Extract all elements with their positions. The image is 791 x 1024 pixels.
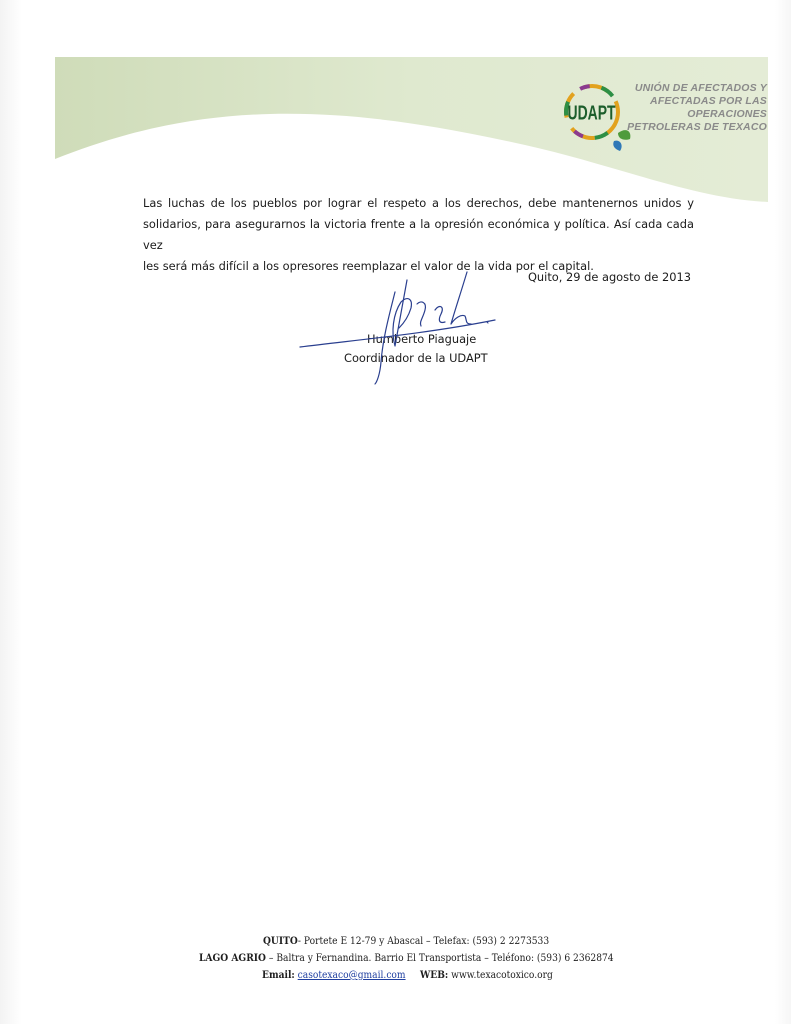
handwritten-signature — [295, 262, 505, 387]
footer-lago-agrio-address — [199, 950, 614, 967]
footer-quito-text: - Portete E 12-79 y Abascal – Telefax: (593) 2 2273533 — [297, 935, 550, 947]
org-name-line: UNIÓN DE AFECTADOS Y — [634, 82, 767, 94]
signatory-name: Humberto Piaguaje — [367, 332, 477, 346]
org-name-line: AFECTADAS POR LAS — [650, 95, 767, 107]
organization-name — [615, 82, 767, 134]
footer-email-label: Email: — [262, 969, 295, 981]
footer-contact — [262, 967, 553, 984]
org-name-line: PETROLERAS DE TEXACO — [627, 121, 767, 133]
body-line: solidarios, para asegurarnos la victoria frente a la opresión económica y política. Así cada cada vez — [143, 217, 694, 252]
footer-quito-address — [263, 933, 549, 950]
org-name-line: OPERACIONES — [687, 108, 767, 120]
letter-date: Quito, 29 de agosto de 2013 — [527, 270, 691, 284]
footer-quito-label: QUITO — [263, 935, 298, 947]
body-line: Las luchas de los pueblos por lograr el respeto a los derechos, debe mantenernos unidos y — [143, 196, 694, 210]
footer-web-label: WEB: — [420, 969, 449, 981]
signatory-role: Coordinador de la UDAPT — [344, 351, 488, 365]
logo-text: UDAPT — [567, 100, 616, 125]
footer-email-link[interactable]: casotexaco@gmail.com — [297, 969, 406, 981]
footer-lago-text: – Baltra y Fernandina. Barrio El Transportista – Teléfono: (593) 6 2362874 — [265, 952, 614, 964]
body-line: les será más difícil a los opresores reemplazar el valor de la vida por el capital. — [143, 259, 594, 273]
footer-web-address[interactable]: www.texacotoxico.org — [451, 969, 553, 981]
footer-lago-label: LAGO AGRIO — [199, 952, 266, 964]
